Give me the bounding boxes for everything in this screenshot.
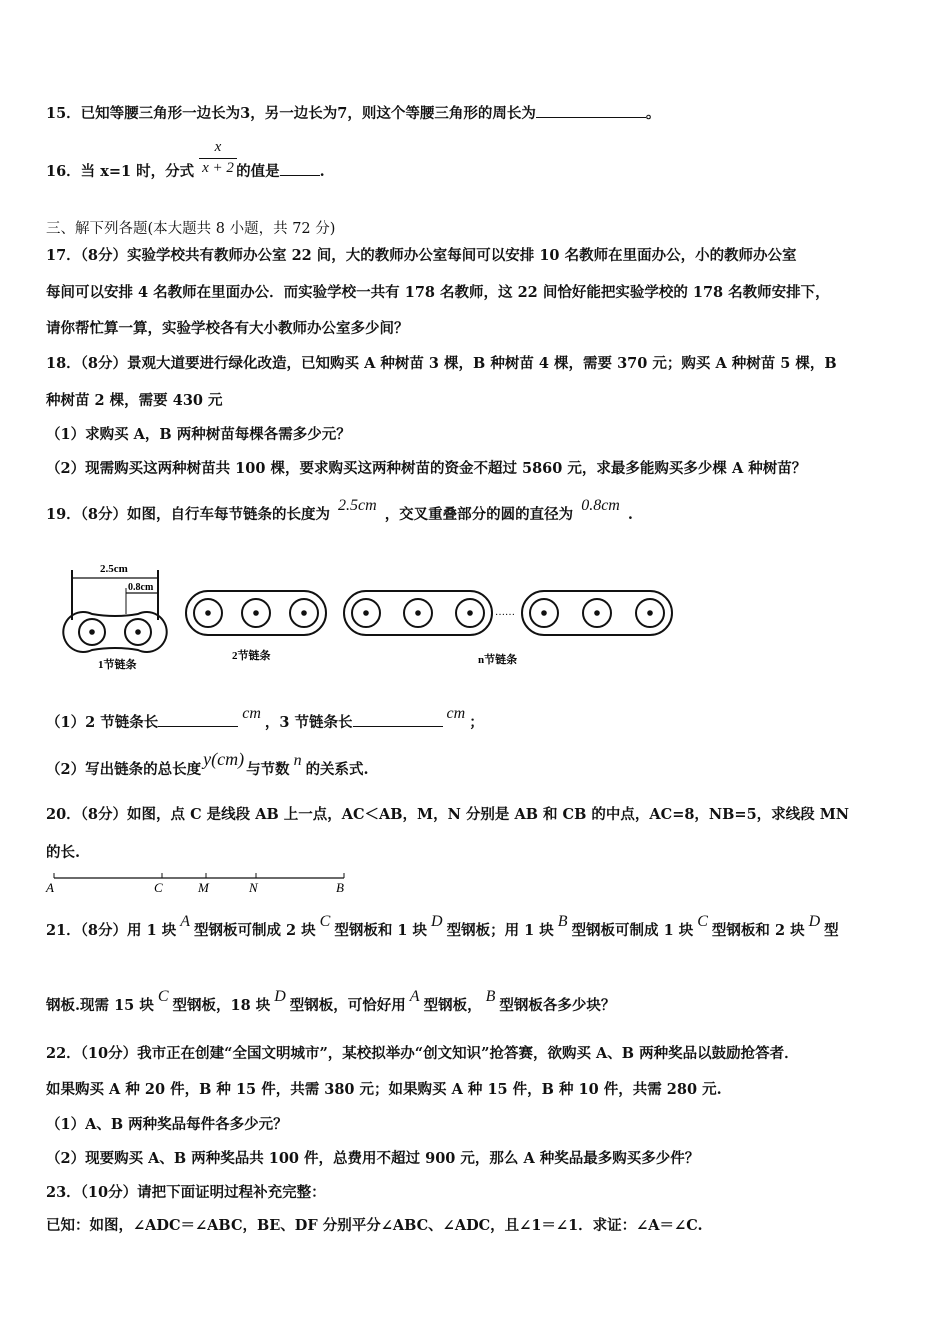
question-19-part-1: （1）2 节链条长cm，3 节链条长cm； bbox=[46, 705, 484, 731]
caption-1-link: 1节链条 bbox=[98, 659, 137, 671]
fraction-bar bbox=[199, 158, 237, 159]
circle-diameter: 0.8cm bbox=[581, 497, 620, 514]
question-18-part-1: （1）求购买 A，B 两种树苗每棵各需多少元？ bbox=[46, 426, 351, 443]
point-M: M bbox=[198, 880, 209, 895]
point-N: N bbox=[249, 880, 258, 895]
question-15-text: 15．已知等腰三角形一边长为3，另一边长为7，则这个等腰三角形的周长为 bbox=[46, 105, 536, 122]
question-15: 15．已知等腰三角形一边长为3，另一边长为7，则这个等腰三角形的周长为 。 bbox=[46, 105, 661, 122]
segment-figure bbox=[44, 872, 354, 898]
question-21-line-2: 钢板.现需 15 块C型钢板，18 块D型钢板，可恰好用A型钢板，B型钢板各多少块？ bbox=[46, 988, 616, 1014]
caption-n-links: n节链条 bbox=[478, 654, 518, 666]
question-23-line-1: 23．（10分）请把下面证明过程补充完整： bbox=[46, 1184, 326, 1201]
point-A: A bbox=[46, 880, 54, 895]
fraction-denominator: x + 2 bbox=[202, 160, 234, 176]
question-22-line-2: 如果购买 A 种 20 件，B 种 15 件，共需 380 元；如果购买 A 种 15 件，B 种 10 件，共需 280 元. bbox=[46, 1081, 722, 1098]
question-20-line-2: 的长. bbox=[46, 844, 81, 861]
question-22-line-1: 22．（10分）我市正在创建“全国文明城市”，某校拟举办“创文知识”抢答赛，欲购买 A、B 两种奖品以鼓励抢答者． bbox=[46, 1045, 799, 1062]
label-0-8cm: 0.8cm bbox=[128, 582, 154, 593]
answer-blank[interactable] bbox=[280, 161, 320, 176]
answer-blank[interactable] bbox=[158, 712, 238, 727]
question-19: 19．（8分）如图，自行车每节链条的长度为2.5cm，交叉重叠部分的圆的直径为0.8cm. bbox=[46, 497, 633, 523]
answer-blank[interactable] bbox=[353, 712, 443, 727]
question-23-line-2: 已知：如图，∠ADC＝∠ABC，BE、DF 分别平分∠ABC、∠ADC，且∠1＝∠1．求证：∠A＝∠C. bbox=[46, 1217, 703, 1234]
section-3-title: 三、解下列各题(本大题共 8 小题，共 72 分) bbox=[46, 221, 336, 237]
question-18-line-2: 种树苗 2 棵，需要 430 元 bbox=[46, 392, 223, 409]
ellipsis: …… bbox=[495, 607, 515, 618]
label-2-5cm: 2.5cm bbox=[100, 563, 128, 575]
n-link-chain bbox=[522, 591, 672, 635]
question-20-line-1: 20．（8分）如图，点 C 是线段 AB 上一点，AC＜AB，M，N 分别是 AB 和 CB 的中点，AC=8，NB=5，求线段 MN bbox=[46, 806, 850, 823]
question-18-part-2: （2）现需购买这两种树苗共 100 棵，要求购买这两种树苗的资金不超过 5860 元，求最多能购买多少棵 A 种树苗？ bbox=[46, 460, 807, 477]
question-16: 16．当 x=1 时，分式 的值是 . bbox=[46, 163, 325, 180]
two-link-chain bbox=[186, 591, 326, 635]
chain-length: 2.5cm bbox=[338, 497, 377, 514]
question-22-part-1: （1）A、B 两种奖品每件各多少元？ bbox=[46, 1116, 288, 1133]
point-C: C bbox=[154, 880, 163, 895]
point-B: B bbox=[336, 880, 344, 895]
question-22-part-2: （2）现要购买 A、B 两种奖品共 100 件，总费用不超过 900 元，那么 A 种奖品最多购买多少件？ bbox=[46, 1150, 700, 1167]
question-17-line-1: 17．（8分）实验学校共有教师办公室 22 间，大的教师办公室每间可以安排 10 名教师在里面办公，小的教师办公室 bbox=[46, 247, 797, 264]
chain-figure bbox=[60, 558, 740, 678]
caption-2-links: 2节链条 bbox=[232, 650, 271, 662]
question-18-line-1: 18．（8分）景观大道要进行绿化改造，已知购买 A 种树苗 3 棵，B 种树苗 4 棵，需要 370 元；购买 A 种树苗 5 棵，B bbox=[46, 355, 837, 372]
answer-blank[interactable] bbox=[536, 103, 646, 118]
question-17-line-3: 请你帮忙算一算，实验学校各有大小教师办公室多少间？ bbox=[46, 320, 409, 337]
three-link-chain bbox=[344, 591, 492, 635]
question-19-part-2: （2）写出链条的总长度y(cm)与节数n的关系式. bbox=[46, 749, 369, 778]
question-21-line-1: 21．（8分）用 1 块A型钢板可制成 2 块C型钢板和 1 块D型钢板；用 1 块B型钢板可制成 1 块C型钢板和 2 块D型 bbox=[46, 913, 839, 939]
question-17-line-2: 每间可以安排 4 名教师在里面办公．而实验学校一共有 178 名教师，这 22 间恰好能把实验学校的 178 名教师安排下， bbox=[46, 284, 830, 301]
fraction-numerator: x bbox=[214, 139, 222, 155]
